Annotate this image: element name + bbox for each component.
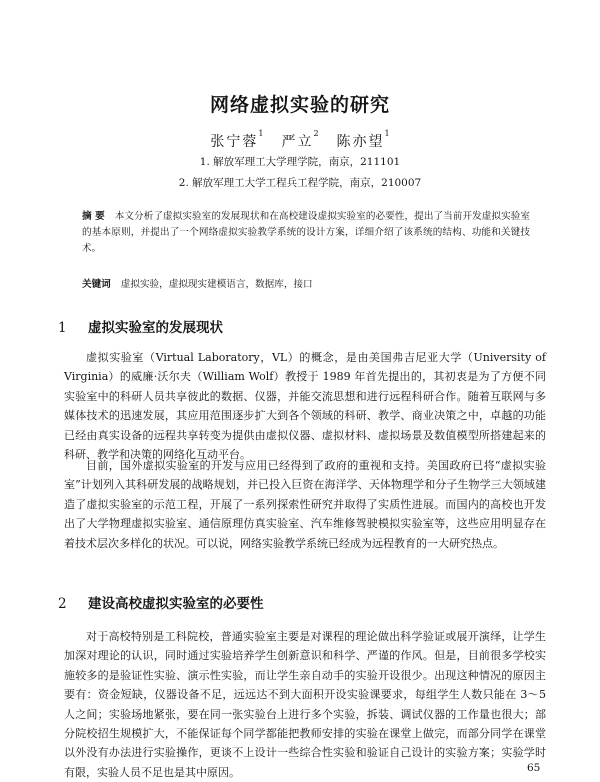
section-1-heading	[58, 316, 223, 336]
section-2-heading	[58, 592, 264, 612]
keywords-block	[82, 277, 530, 293]
section-title: 虚拟实验室的发展现状	[88, 320, 223, 336]
keywords-text: 虚拟实验，虚拟现实建模语言，数据库，接口	[120, 279, 313, 290]
section-number: 1	[58, 320, 67, 336]
paper-title: 网络虚拟实验的研究	[209, 94, 390, 116]
section-title: 建设高校虚拟实验室的必要性	[88, 596, 264, 612]
section-number: 2	[58, 596, 67, 612]
abstract-label: 摘 要	[82, 211, 105, 222]
author-line	[0, 131, 600, 151]
section-1-paragraph-1: 虚拟实验室（Virtual Laboratory，VL）的概念，是由美国弗吉尼亚大学（University of Virginia）的威廉·沃尔夫（William Wolf）教授于 1989 年首先提出的，其初衷是为了方便不同实验室中的科研人员共享彼此的数据、仪器，并能交流思想和进行远程科研合作。随着互联网与多媒体技术的迅速发展，其应用范围逐步扩大到各个领域的科研、教学、商业决策之中，卓越的功能已经由真实设备的远程共享转变为提供由虚拟仪器、虚拟材料、虚拟场景及数值模型所搭建起来的科研、教学和决策的网络化互动平台。	[64, 351, 546, 462]
author-affiliation-mark: 1	[258, 129, 264, 138]
author-affiliation-mark: 2	[313, 129, 319, 138]
section-2-paragraph-1: 对于高校特别是工科院校，普通实验室主要是对课程的理论做出科学验证或展开演绎，让学生加深对理论的认识，同时通过实验培养学生创新意识和科学、严谨的作风。但是，目前很多学校实施较多的是验证性实验、演示性实验，而让学生亲自动手的实验开设很少。出现这种情况的原因主要有：资金短缺，仪器设备不足，远远达不到大面积开设实验课要求，每组学生人数只能在 3～5 人之间；实验场地紧张，要在同一张实验台上进行多个实验，拆装、调试仪器的工作量也很大；部分院校招生规模扩大，不能保证每个同学都能把教师安排的实验在课堂上做完，而部分同学在课堂以外没有办法进行实验操作，更谈不上设计一些综合性实验和验证自己设计的实验方案；实验学时有限，实验人员不足也是其中原因。	[64, 630, 546, 779]
keywords-label: 关键词	[82, 279, 111, 290]
abstract-text: 本文分析了虚拟实验室的发展现状和在高校建设虚拟实验室的必要性，提出了当前开发虚拟实验室的基本原则，并提出了一个网络虚拟实验教学系统的设计方案，详细介绍了该系统的结构、功能和关键技术。	[82, 211, 531, 254]
author-name: 陈亦望	[336, 134, 385, 150]
abstract-block	[82, 209, 530, 257]
page-number: 65	[527, 762, 541, 774]
affiliation-2: 2. 解放军理工大学工程兵工程学院，南京，210007	[178, 177, 422, 189]
author-affiliation-mark: 1	[384, 129, 390, 138]
author-name: 严立	[281, 134, 314, 150]
section-1-paragraph-2: 目前，国外虚拟实验室的开发与应用已经得到了政府的重视和支持。美国政府已将“虚拟实验室”计划列入其科研发展的战略规划，并已投入巨资在海洋学、天体物理学和分子生物学三大领域建造了虚拟实验室的示范工程，开展了一系列探索性研究并取得了实质性进展。而国内的高校也开发出了大学物理虚拟实验室、通信原理仿真实验室、汽车维修驾驶模拟实验室等，这些应用明显存在着技术层次多样化的状况。可以说，网络实验教学系统已经成为远程教育的一大研究热点。	[64, 459, 546, 550]
affiliation-1: 1. 解放军理工大学理学院，南京，211101	[199, 156, 401, 168]
author-name: 张宁蓉	[210, 134, 259, 150]
